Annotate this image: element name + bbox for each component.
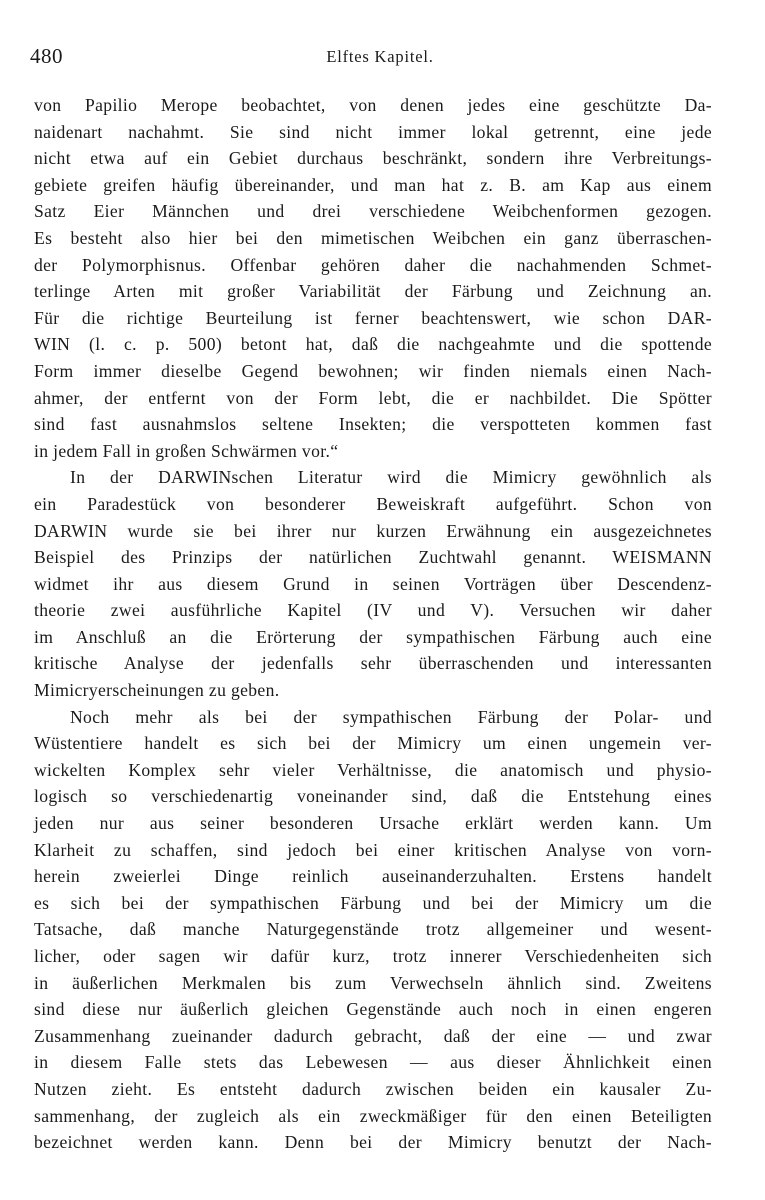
text-line: Nutzen zieht. Es entsteht dadurch zwischen beiden ein kausaler Zu- bbox=[34, 1078, 712, 1099]
text-line: theorie zwei ausführliche Kapitel (IV und V). Versuchen wir daher bbox=[34, 600, 712, 621]
page-header bbox=[30, 44, 730, 72]
text-line: wickelten Komplex sehr vieler Verhältnisse, die anatomisch und physio- bbox=[34, 759, 712, 780]
paragraph bbox=[34, 92, 712, 464]
text-line: Noch mehr als bei der sympathischen Färbung der Polar- und bbox=[70, 706, 712, 727]
text-line: von Papilio Merope beobachtet, von denen jedes eine geschützte Da- bbox=[34, 95, 712, 115]
text-line: im Anschluß an die Erörterung der sympathischen Färbung auch eine bbox=[34, 626, 712, 647]
text-line: jeden nur aus seiner besonderen Ursache erklärt werden kann. Um bbox=[34, 813, 712, 834]
text-line: in jedem Fall in großen Schwärmen vor.“ bbox=[34, 440, 339, 461]
text-line: Satz Eier Männchen und drei verschiedene Weibchenformen gezogen. bbox=[34, 201, 712, 222]
text-line: ahmer, der entfernt von der Form lebt, die er nachbildet. Die Spötter bbox=[34, 387, 712, 408]
text-line: der Polymorphisnus. Offenbar gehören daher die nachahmenden Schmet- bbox=[34, 254, 712, 275]
text-line: Wüstentiere handelt es sich bei der Mimicry um einen ungemein ver- bbox=[34, 733, 712, 754]
text-line: Klarheit zu schaffen, sind jedoch bei einer kritischen Analyse von vorn- bbox=[34, 839, 712, 860]
text-line: ein Paradestück von besonderer Beweiskraft aufgeführt. Schon von bbox=[34, 493, 712, 514]
text-line: logisch so verschiedenartig voneinander sind, daß die Entstehung eines bbox=[34, 786, 712, 807]
text-line: in diesem Falle stets das Lebewesen — aus dieser Ähnlichkeit einen bbox=[34, 1052, 712, 1073]
body-text bbox=[34, 92, 712, 1156]
text-line: In der DARWINschen Literatur wird die Mimicry gewöhnlich als bbox=[70, 467, 712, 488]
text-line: DARWIN wurde sie bei ihrer nur kurzen Erwähnung ein ausgezeichnetes bbox=[34, 520, 712, 541]
running-head: Elftes Kapitel. bbox=[326, 47, 434, 66]
text-line: terlinge Arten mit großer Variabilität der Färbung und Zeichnung an. bbox=[34, 281, 712, 302]
paragraph bbox=[34, 464, 712, 703]
text-line: bezeichnet werden kann. Denn bei der Mimicry benutzt der Nach- bbox=[34, 1132, 712, 1153]
text-line: Beispiel des Prinzips der natürlichen Zuchtwahl genannt. WEISMANN bbox=[34, 547, 712, 568]
text-line: Tatsache, daß manche Naturgegenstände trotz allgemeiner und wesent- bbox=[34, 919, 712, 940]
text-line: naidenart nachahmt. Sie sind nicht immer lokal getrennt, eine jede bbox=[34, 121, 712, 142]
text-line: nicht etwa auf ein Gebiet durchaus beschränkt, sondern ihre Verbreitungs- bbox=[34, 148, 712, 169]
text-line: es sich bei der sympathischen Färbung und bei der Mimicry um die bbox=[34, 892, 712, 913]
page-number: 480 bbox=[30, 44, 63, 68]
text-line: in äußerlichen Merkmalen bis zum Verwechseln ähnlich sind. Zweitens bbox=[34, 972, 712, 993]
text-line: widmet ihr aus diesem Grund in seinen Vorträgen über Descendenz- bbox=[34, 573, 712, 594]
text-line: sind diese nur äußerlich gleichen Gegenstände auch noch in einen engeren bbox=[34, 999, 712, 1020]
text-line: WIN (l. c. p. 500) betont hat, daß die nachgeahmte und die spottende bbox=[34, 334, 712, 355]
text-line: Zusammenhang zueinander dadurch gebracht, daß der eine — und zwar bbox=[34, 1025, 712, 1046]
text-line: sammenhang, der zugleich als ein zweckmäßiger für den einen Beteiligten bbox=[34, 1105, 712, 1126]
text-line: Mimicryerscheinungen zu geben. bbox=[34, 680, 280, 701]
text-line: kritische Analyse der jedenfalls sehr überraschenden und interessanten bbox=[34, 653, 712, 674]
paragraph bbox=[34, 704, 712, 1156]
text-line: Es besteht also hier bei den mimetischen Weibchen ein ganz überraschen- bbox=[34, 227, 712, 248]
text-line: Für die richtige Beurteilung ist ferner beachtenswert, wie schon DAR- bbox=[34, 307, 712, 328]
text-line: Form immer dieselbe Gegend bewohnen; wir finden niemals einen Nach- bbox=[34, 360, 712, 381]
text-line: sind fast ausnahmslos seltene Insekten; die verspotteten kommen fast bbox=[34, 414, 712, 435]
text-line: licher, oder sagen wir dafür kurz, trotz innerer Verschiedenheiten sich bbox=[34, 946, 712, 966]
text-line: gebiete greifen häufig übereinander, und man hat z. B. am Kap aus einem bbox=[34, 174, 712, 195]
text-line: herein zweierlei Dinge reinlich auseinanderzuhalten. Erstens handelt bbox=[34, 866, 712, 887]
